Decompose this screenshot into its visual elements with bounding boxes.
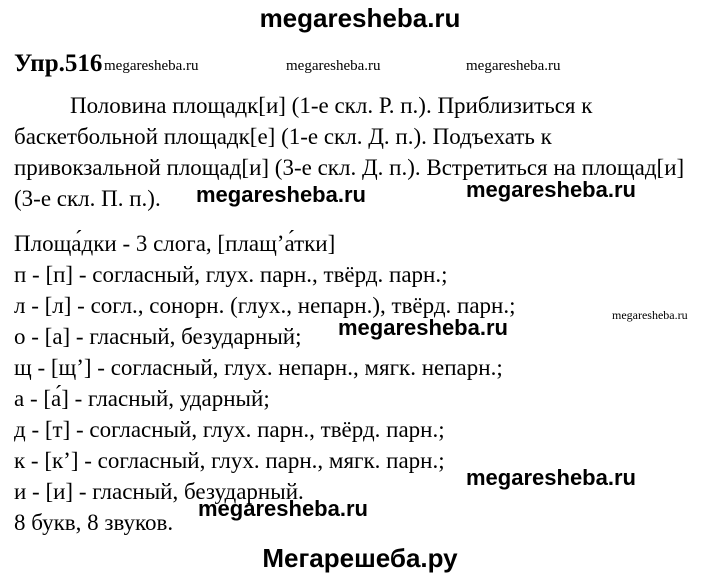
watermark-para-2: megaresheba.ru — [466, 177, 636, 202]
paragraph-line: привокзальной площад[и] (3-е скл. Д. п.). Встретиться на площад[и] — [14, 155, 685, 180]
analysis-row: и - [и] - гласный, безударный. — [14, 479, 304, 504]
watermark-mid: megaresheba.ru — [338, 315, 508, 340]
watermark-title-3: megaresheba.ru — [466, 58, 561, 74]
paragraph-line: баскетбольной площадк[е] (1-е скл. Д. п.). Подъехать к — [14, 124, 552, 149]
analysis-heading: Площа́дки - 3 слога, [плащ’а́тки] — [14, 231, 336, 256]
paragraph-line: Половина площадк[и] (1-е скл. Р. п.). Приблизиться к — [70, 93, 593, 118]
watermark-title-2: megaresheba.ru — [286, 58, 381, 74]
watermark-para-1: megaresheba.ru — [196, 182, 366, 207]
analysis-summary: 8 букв, 8 звуков. — [14, 510, 174, 535]
analysis-row: о - [а] - гласный, безударный; — [14, 324, 302, 349]
watermark-side: megaresheba.ru — [612, 308, 688, 322]
analysis-row: д - [т] - согласный, глух. парн., твёрд. парн.; — [14, 417, 445, 442]
analysis-row: л - [л] - согл., сонорн. (глух., непарн.), твёрд. парн.; — [14, 293, 516, 318]
watermark-footer: Мегарешеба.ру — [262, 543, 458, 573]
exercise-title: Упр.516 — [14, 50, 103, 77]
watermark-title-1: megaresheba.ru — [104, 58, 199, 74]
analysis-row: п - [п] - согласный, глух. парн., твёрд. парн.; — [14, 262, 448, 287]
analysis-row: щ - [щ’] - согласный, глух. непарн., мягк. непарн.; — [14, 355, 503, 380]
analysis-row: а - [а́] - гласный, ударный; — [14, 386, 270, 411]
paragraph-line: (3-е скл. П. п.). — [14, 186, 161, 211]
watermark-lower: megaresheba.ru — [466, 465, 636, 490]
analysis-row: к - [к’] - согласный, глух. парн., мягк. парн.; — [14, 448, 445, 473]
phonetic-analysis — [14, 228, 516, 538]
watermark-bottom-text: megaresheba.ru — [198, 496, 368, 521]
watermark-top: megaresheba.ru — [259, 3, 461, 33]
